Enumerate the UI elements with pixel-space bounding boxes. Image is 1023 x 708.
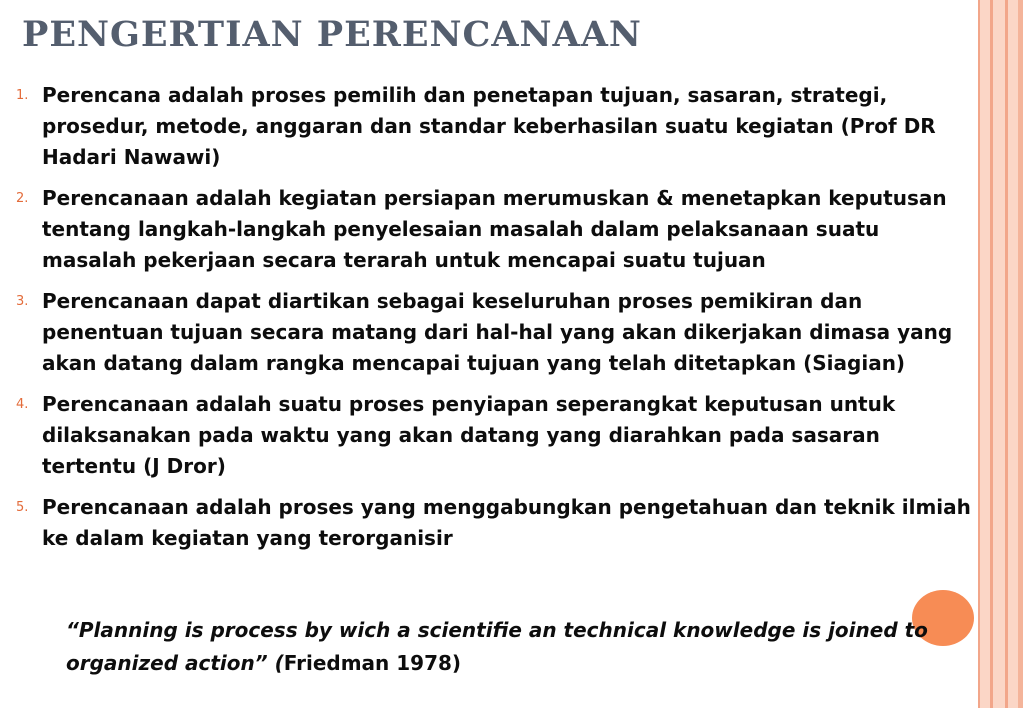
quote-text: “Planning is process by wich a scientifie an technical knowledge is joined to organized action” ( bbox=[66, 618, 928, 675]
decorative-stripe-line bbox=[1018, 0, 1023, 708]
decorative-stripe-line bbox=[1005, 0, 1008, 708]
list-item-number: 2. bbox=[16, 191, 29, 206]
list-item-text: Perencana adalah proses pemilih dan penetapan tujuan, sasaran, strategi, prosedur, metode, anggaran dan standar keberhasilan suatu kegiatan (Prof DR Hadari Nawawi) bbox=[42, 83, 936, 169]
decorative-stripe-line bbox=[978, 0, 980, 708]
decorative-stripe-band bbox=[978, 0, 1023, 708]
list-item-number: 3. bbox=[16, 294, 29, 309]
list-item bbox=[16, 286, 976, 379]
list-item bbox=[16, 183, 976, 276]
list-item bbox=[16, 492, 976, 554]
list-item-number: 4. bbox=[16, 397, 29, 412]
list-item-text: Perencanaan dapat diartikan sebagai keseluruhan proses pemikiran dan penentuan tujuan secara matang dari hal-hal yang akan dikerjakan dimasa yang akan datang dalam rangka mencapai tujuan yang telah ditetapkan (Siagian) bbox=[42, 289, 953, 375]
list-item bbox=[16, 80, 976, 173]
list-item-text: Perencanaan adalah proses yang menggabungkan pengetahuan dan teknik ilmiah ke dalam kegiatan yang terorganisir bbox=[42, 495, 971, 550]
quote-citation: Friedman 1978) bbox=[283, 651, 462, 675]
quote bbox=[66, 614, 966, 680]
list-item bbox=[16, 389, 976, 482]
list-item-number: 5. bbox=[16, 500, 29, 515]
list-item-number: 1. bbox=[16, 88, 29, 103]
list-item-text: Perencanaan adalah kegiatan persiapan merumuskan & menetapkan keputusan tentang langkah-langkah penyelesaian masalah dalam pelaksanaan suatu masalah pekerjaan secara terarah untuk mencapai suatu tujuan bbox=[42, 186, 947, 272]
numbered-list bbox=[16, 80, 976, 564]
slide-title: PENGERTIAN PERENCANAAN bbox=[22, 14, 642, 55]
decorative-stripe-line bbox=[990, 0, 993, 708]
list-item-text: Perencanaan adalah suatu proses penyiapan seperangkat keputusan untuk dilaksanakan pada waktu yang akan datang yang diarahkan pada sasaran tertentu (J Dror) bbox=[42, 392, 896, 478]
